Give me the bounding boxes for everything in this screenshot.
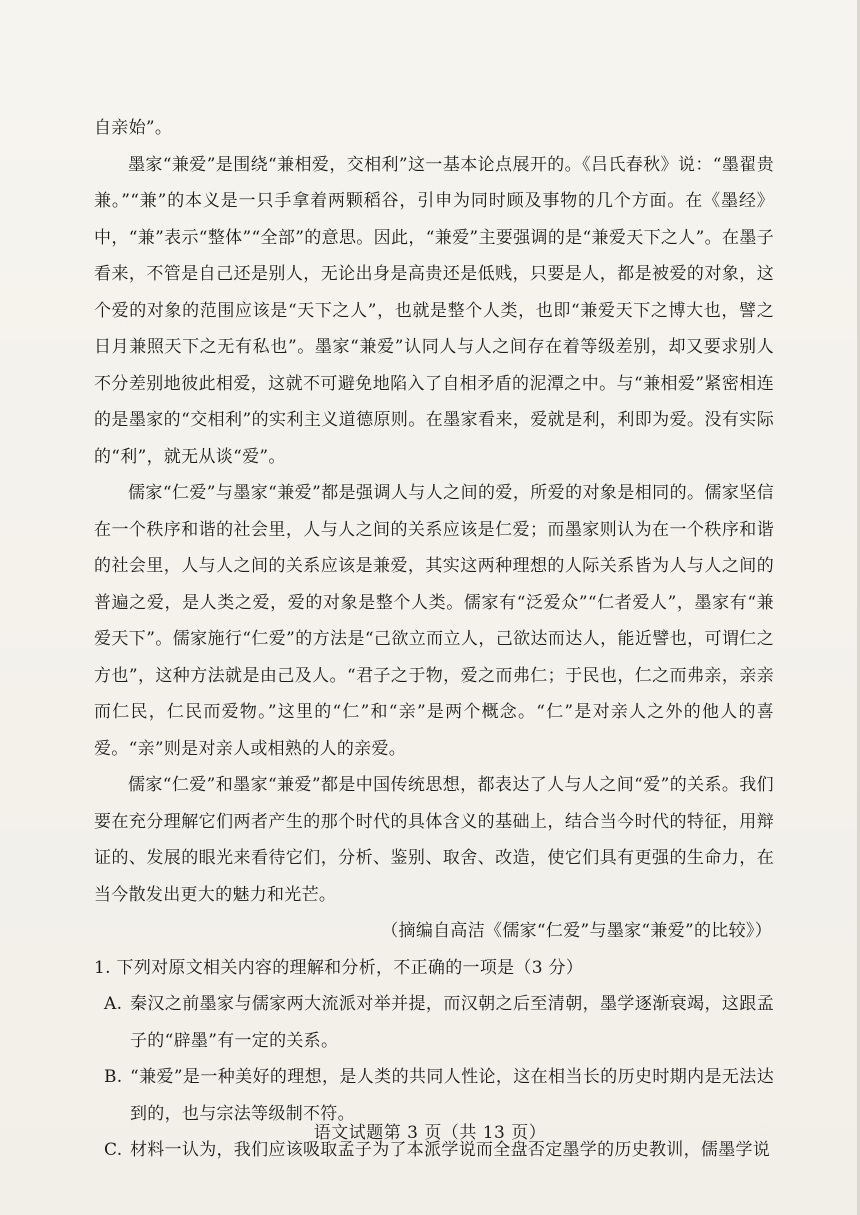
option-a <box>104 986 774 1059</box>
question-stem: 1. 下列对原文相关内容的理解和分析，不正确的一项是（3 分） <box>94 957 584 978</box>
option-letter: B. <box>104 1067 123 1087</box>
paragraph-conclusion: 儒家“仁爱”和墨家“兼爱”都是中国传统思想，都表达了人与人之间“爱”的关系。我们要在充分理解它们两者产生的那个时代的具体含义的基础上，结合当今时代的特征，用辩证的、发展的眼光来看待它们，分析、鉴别、取舍、改造，使它们具有更强的生命力，在当今散发出更大的魅力和光芒。 <box>94 775 774 905</box>
option-text: 秦汉之前墨家与儒家两大流派对举并提，而汉朝之后至清朝，墨学逐渐衰竭，这跟孟子的“辟墨”有一定的关系。 <box>130 994 774 1051</box>
option-text: “兼爱”是一种美好的理想，是人类的共同人性论，这在相当长的历史时期内是无法达到的，也与宗法等级制不符。 <box>130 1067 774 1124</box>
option-text: 材料一认为，我们应该吸取孟子为了本派学说而全盘否定墨学的历史教训，儒墨学说 <box>130 1140 771 1160</box>
paragraph-mohist-universal-love: 墨家“兼爱”是围绕“兼相爱，交相利”这一基本论点展开的。《吕氏春秋》说：“墨翟贵兼。”“兼”的本义是一只手拿着两颗稻谷，引申为同时顾及事物的几个方面。在《墨经》中，“兼”表示“整体”“全部”的意思。因此，“兼爱”主要强调的是“兼爱天下之人”。在墨子看来，不管是自己还是别人，无论出身是高贵还是低贱，只要是人，都是被爱的对象，这个爱的对象的范围应该是“天下之人”，也就是整个人类，也即“兼爱天下之博大也，譬之日月兼照天下之无有私也”。墨家“兼爱”认同人与人之间存在着等级差别，却又要求别人不分差别地彼此相爱，这就不可避免地陷入了自相矛盾的泥潭之中。与“兼相爱”紧密相连的是墨家的“交相利”的实利主义道德原则。在墨家看来，爱就是利，利即为爱。没有实际的“利”，就无从谈“爱”。 <box>94 154 774 467</box>
option-letter: A. <box>104 994 123 1014</box>
passage-body <box>94 110 774 1169</box>
option-letter: C. <box>104 1140 123 1160</box>
paragraph-comparison: 儒家“仁爱”与墨家“兼爱”都是强调人与人之间的爱，所爱的对象是相同的。儒家坚信在一个秩序和谐的社会里，人与人之间的关系应该是仁爱；而墨家则认为在一个秩序和谐的社会里，人与人之间的关系应该是兼爱，其实这两种理想的人际关系皆为人与人之间的普遍之爱，是人类之爱，爱的对象是整个人类。儒家有“泛爱众”“仁者爱人”，墨家有“兼爱天下”。儒家施行“仁爱”的方法是“己欲立而立人，己欲达而达人，能近譬也，可谓仁之方也”，这种方法就是由己及人。“君子之于物，爱之而弗仁；于民也，仁之而弗亲，亲亲而仁民，仁民而爱物。”这里的“仁”和“亲”是两个概念。“仁”是对亲人之外的他人的喜爱。“亲”则是对亲人或相熟的人的亲爱。 <box>94 483 774 759</box>
paragraph-continuation: 自亲始”。 <box>94 118 173 138</box>
source-citation: （摘编自高洁《儒家“仁爱”与墨家“兼爱”的比较》） <box>381 921 772 941</box>
page-footer: 语文试题第 3 页（共 13 页） <box>313 1123 547 1143</box>
